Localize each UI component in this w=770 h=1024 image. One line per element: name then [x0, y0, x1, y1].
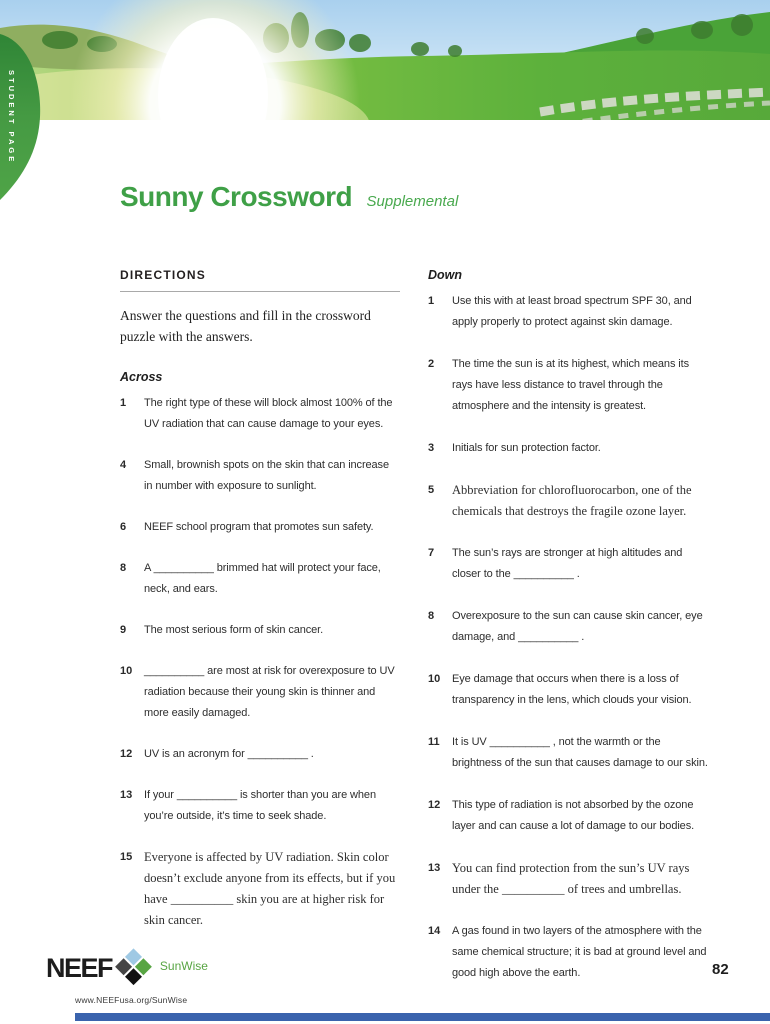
- clue-number: 12: [120, 748, 133, 760]
- clue-number: 8: [120, 562, 127, 574]
- clue-across-6: [120, 517, 400, 538]
- clue-text: Use this with at least broad spectrum SPF 30, and apply properly to protect against skin damage.: [452, 295, 692, 328]
- clue-number: 2: [428, 358, 435, 370]
- clue-text: The most serious form of skin cancer.: [144, 624, 324, 636]
- clue-down-14: [428, 921, 708, 984]
- neef-logo-text: NEEF: [46, 953, 113, 983]
- clue-down-10: [428, 669, 708, 711]
- footer-url: www.NEEFusa.org/SunWise: [75, 995, 188, 1005]
- header-landscape-image: [0, 0, 770, 120]
- clue-down-12: [428, 795, 708, 837]
- clue-text: Initials for sun protection factor.: [452, 442, 601, 454]
- clue-text: It is UV __________ , not the warmth or the brightness of the sun that causes damage to our skin.: [452, 736, 708, 769]
- clue-across-4: [120, 455, 400, 497]
- clue-number: 11: [428, 736, 440, 748]
- neef-sunwise-logo: [46, 951, 208, 991]
- directions-text: Answer the questions and fill in the crossword puzzle with the answers.: [120, 308, 371, 344]
- clue-number: 13: [120, 789, 133, 801]
- clue-down-5: [428, 480, 708, 522]
- clue-text: If your __________ is shorter than you are when you’re outside, it’s time to seek shade.: [144, 789, 376, 822]
- clue-down-7: [428, 543, 708, 585]
- across-heading: Across: [120, 370, 163, 384]
- clue-down-3: [428, 438, 708, 459]
- clue-down-2: [428, 354, 708, 417]
- clue-across-13: [120, 785, 400, 827]
- clue-text: You can find protection from the sun’s UV rays under the __________ of trees and umbrellas.: [452, 861, 690, 896]
- clue-text: The sun’s rays are stronger at high altitudes and closer to the __________ .: [452, 547, 683, 580]
- clue-number: 6: [120, 521, 127, 533]
- clue-text: A gas found in two layers of the atmosphere with the same chemical structure; it is bad at ground level and good high above the earth.: [452, 925, 707, 979]
- clue-across-10: [120, 661, 400, 724]
- clue-text: The time the sun is at its highest, which means its rays have less distance to travel through the atmosphere and the intensity is greatest.: [452, 358, 690, 412]
- student-page-label: STUDENT PAGE: [7, 70, 16, 165]
- clue-number: 13: [428, 862, 441, 874]
- page-number: 82: [712, 961, 729, 978]
- clue-text: Abbreviation for chlorofluorocarbon, one of the chemicals that destroys the fragile ozone layer.: [452, 483, 692, 518]
- clue-number: 10: [428, 673, 441, 685]
- clue-text: Small, brownish spots on the skin that can increase in number with exposure to sunlight.: [144, 459, 389, 492]
- clue-text: Eye damage that occurs when there is a loss of transparency in the lens, which clouds your vision.: [452, 673, 692, 706]
- clue-number: 9: [120, 624, 127, 636]
- clue-number: 15: [120, 851, 133, 863]
- neef-logo-diamonds-icon: [115, 948, 153, 986]
- clue-text: NEEF school program that promotes sun safety.: [144, 521, 374, 533]
- bottom-blue-bar: [75, 1013, 770, 1021]
- clue-number: 8: [428, 610, 435, 622]
- page-subtitle: Supplemental: [366, 193, 459, 210]
- clue-across-1: [120, 393, 400, 435]
- clue-text: Overexposure to the sun can cause skin cancer, eye damage, and __________ .: [452, 610, 703, 643]
- clue-text: Everyone is affected by UV radiation. Skin color doesn’t exclude anyone from its effects, but if you have __________ skin you are at higher risk for skin cancer.: [144, 850, 396, 927]
- clue-across-12: [120, 744, 400, 765]
- clue-down-11: [428, 732, 708, 774]
- clue-across-9: [120, 620, 400, 641]
- landscape-graphic: [0, 0, 770, 120]
- directions-heading: DIRECTIONS: [120, 268, 400, 292]
- clue-text: This type of radiation is not absorbed by the ozone layer and can cause a lot of damage to our bodies.: [452, 799, 695, 832]
- page-title: Sunny Crossword: [120, 181, 353, 212]
- clue-number: 5: [428, 484, 435, 496]
- clue-down-13: [428, 858, 708, 900]
- clue-number: 3: [428, 442, 435, 454]
- column-across: [120, 268, 400, 1005]
- clue-number: 14: [428, 925, 441, 937]
- clue-number: 10: [120, 665, 133, 677]
- clue-number: 7: [428, 547, 435, 559]
- clue-text: UV is an acronym for __________ .: [144, 748, 314, 760]
- sunwise-label: SunWise: [159, 959, 208, 973]
- clue-across-8: [120, 558, 400, 600]
- clue-text: The right type of these will block almost 100% of the UV radiation that can cause damage to your eyes.: [144, 397, 393, 430]
- page-title-row: [120, 181, 458, 213]
- clue-number: 4: [120, 459, 127, 471]
- down-heading: Down: [428, 268, 463, 282]
- clue-text: A __________ brimmed hat will protect your face, neck, and ears.: [144, 562, 381, 595]
- clue-down-1: [428, 291, 708, 333]
- clue-down-8: [428, 606, 708, 648]
- clue-number: 1: [428, 295, 435, 307]
- clue-number: 1: [120, 397, 127, 409]
- clue-across-15: [120, 847, 400, 931]
- clues-content: [120, 268, 708, 1005]
- clue-number: 12: [428, 799, 441, 811]
- clue-text: __________ are most at risk for overexposure to UV radiation because their young skin is thinner and more easily damaged.: [144, 665, 395, 719]
- student-page-tab: [0, 28, 48, 206]
- column-down: [428, 268, 708, 1005]
